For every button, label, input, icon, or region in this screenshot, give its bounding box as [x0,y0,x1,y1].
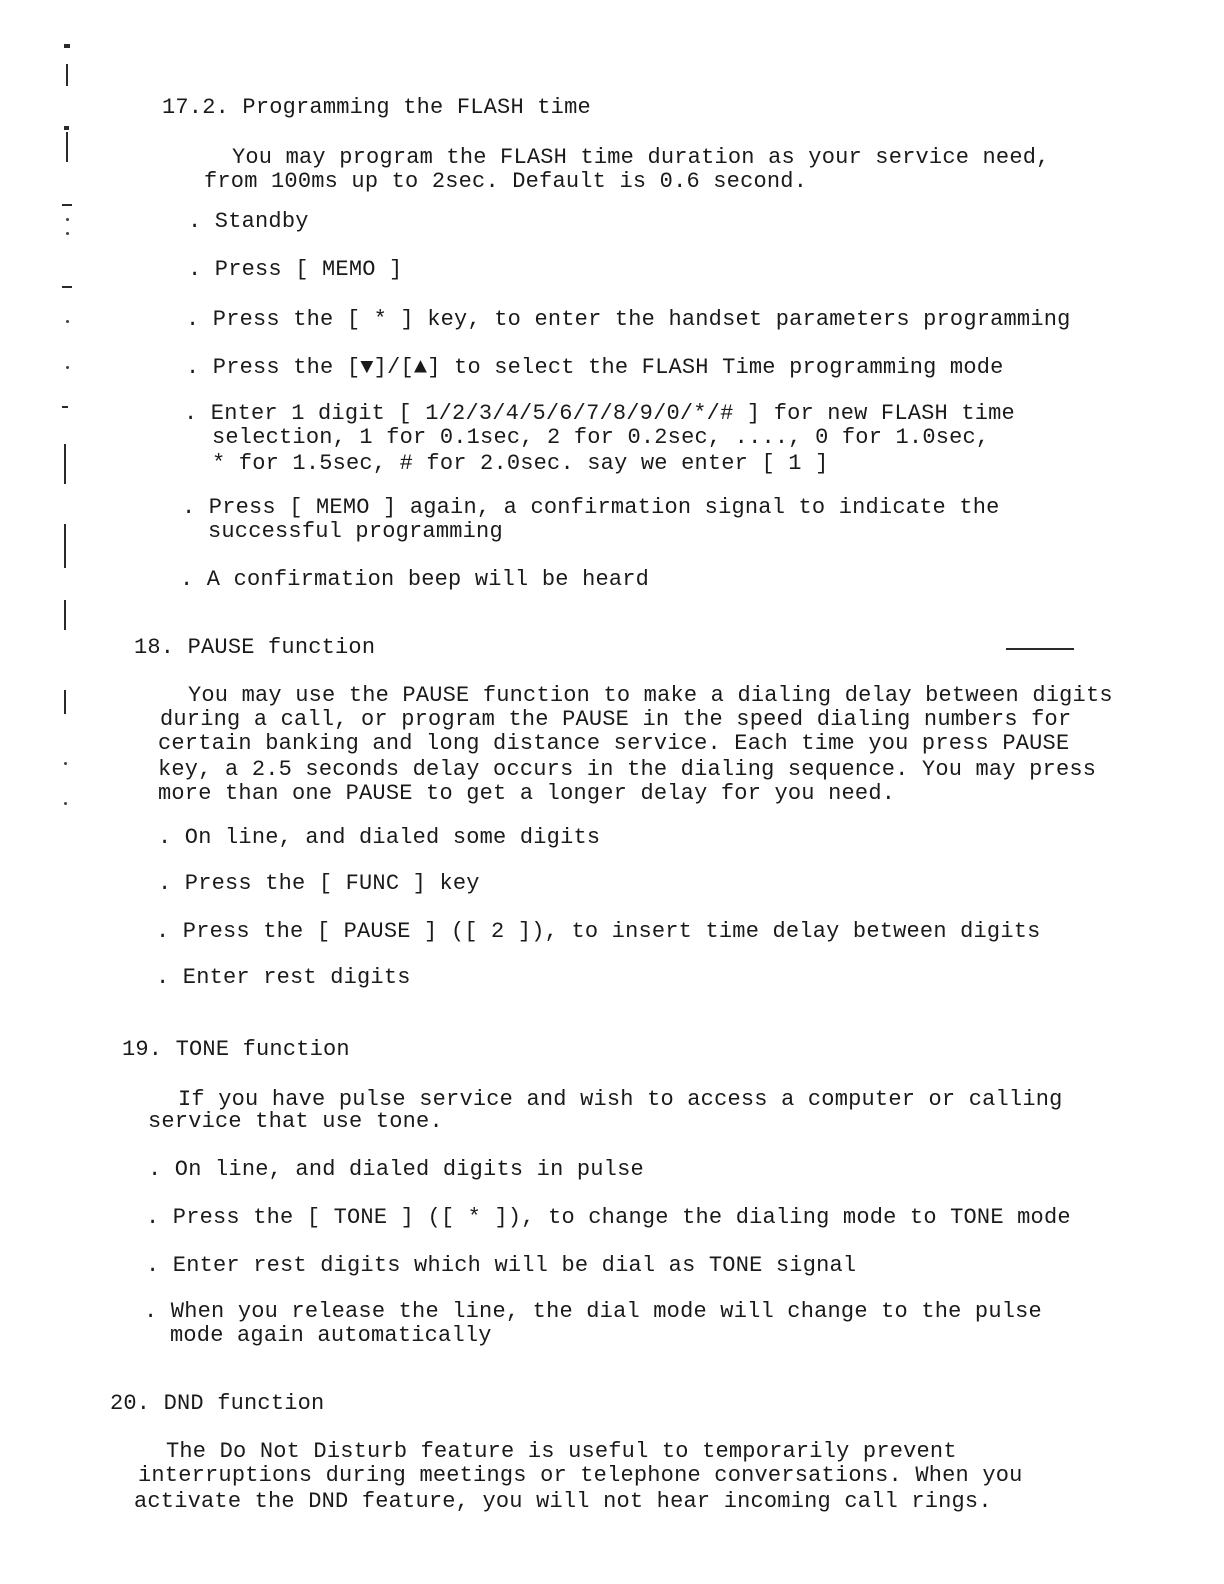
margin-mark [62,406,68,408]
section-17-2-step-cont: * for 1.5sec, # for 2.0sec. say we enter [ 1 ] [212,451,829,476]
section-17-2-intro-line: from 100ms up to 2sec. Default is 0.6 second. [204,169,808,194]
section-17-2-step: . Press the [ * ] key, to enter the handset parameters programming [186,307,1071,332]
section-19-step: . When you release the line, the dial mode will change to the pulse [144,1299,1042,1324]
section-17-2-heading: 17.2. Programming the FLASH time [162,95,591,120]
margin-mark [62,286,72,288]
section-17-2-step-cont: successful programming [208,519,503,544]
section-18-intro-line: You may use the PAUSE function to make a dialing delay between digits [188,683,1113,708]
section-17-2-step: . Press [ MEMO ] [188,257,403,282]
section-20-intro-line: interruptions during meetings or telephone conversations. When you [138,1463,1023,1488]
section-20-intro-line: The Do Not Disturb feature is useful to temporarily prevent [166,1439,957,1464]
section-18-heading: 18. PAUSE function [134,635,376,660]
section-17-2-step: . Enter 1 digit [ 1/2/3/4/5/6/7/8/9/0/*/# ] for new FLASH time [184,401,1015,426]
divider-line [1006,648,1074,650]
section-17-2-intro-line: You may program the FLASH time duration as your service need, [232,145,1050,170]
section-17-2-step: . A confirmation beep will be heard [180,567,650,592]
section-19-step: . Press the [ TONE ] ([ * ]), to change the dialing mode to TONE mode [146,1205,1071,1230]
section-19-heading: 19. TONE function [122,1037,350,1062]
section-17-2-step: . Press the [▼]/[▲] to select the FLASH Time programming mode [186,355,1004,380]
margin-dot [64,762,67,765]
section-18-intro-line: key, a 2.5 seconds delay occurs in the dialing sequence. You may press [158,757,1097,782]
margin-mark [64,600,66,630]
margin-mark [64,126,69,130]
margin-mark [64,444,66,484]
margin-mark [64,690,66,714]
margin-mark [66,64,68,86]
margin-mark [64,44,70,48]
margin-dot [66,218,69,221]
section-17-2-step-cont: selection, 1 for 0.1sec, 2 for 0.2sec, ...., 0 for 1.0sec, [212,425,990,450]
margin-mark [64,524,66,568]
section-19-step: . Enter rest digits which will be dial as TONE signal [146,1253,857,1278]
margin-dot [66,232,69,235]
section-18-intro-line: certain banking and long distance service. Each time you press PAUSE [158,731,1070,756]
section-18-intro-line: more than one PAUSE to get a longer delay for you need. [158,781,896,806]
section-20-heading: 20. DND function [110,1391,325,1416]
margin-dot [64,802,67,805]
margin-mark [66,132,68,162]
section-18-step: . Enter rest digits [156,965,411,990]
margin-mark [62,204,72,206]
section-18-step: . On line, and dialed some digits [158,825,601,850]
section-19-intro-line: service that use tone. [148,1109,443,1134]
section-17-2-step: . Press [ MEMO ] again, a confirmation signal to indicate the [182,495,1000,520]
section-19-step: . On line, and dialed digits in pulse [148,1157,644,1182]
section-18-step: . Press the [ PAUSE ] ([ 2 ]), to insert time delay between digits [156,919,1041,944]
margin-dot [66,366,69,369]
section-17-2-step: . Standby [188,209,309,234]
section-20-intro-line: activate the DND feature, you will not hear incoming call rings. [134,1489,992,1514]
section-19-step-cont: mode again automatically [170,1323,492,1348]
section-19-intro-line: If you have pulse service and wish to access a computer or calling [178,1087,1063,1112]
margin-dot [66,320,69,323]
section-18-step: . Press the [ FUNC ] key [158,871,480,896]
section-18-intro-line: during a call, or program the PAUSE in the speed dialing numbers for [160,707,1072,732]
